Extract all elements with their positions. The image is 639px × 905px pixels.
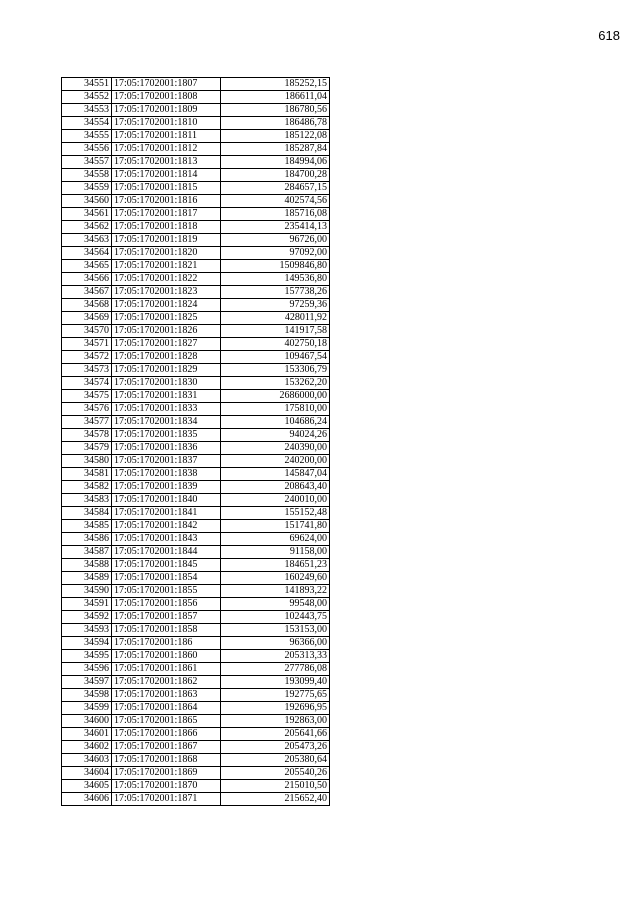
table-row <box>62 702 330 715</box>
amount-cell: 184700,28 <box>221 169 330 182</box>
amount-cell: 240200,00 <box>221 455 330 468</box>
cadastral-number-cell: 17:05:1702001:1841 <box>112 507 221 520</box>
table-row <box>62 117 330 130</box>
record-number-cell: 34600 <box>62 715 112 728</box>
table-row <box>62 507 330 520</box>
cadastral-number-cell: 17:05:1702001:1866 <box>112 728 221 741</box>
record-number-cell: 34602 <box>62 741 112 754</box>
cadastral-number-cell: 17:05:1702001:1840 <box>112 494 221 507</box>
record-number-cell: 34580 <box>62 455 112 468</box>
record-number-cell: 34572 <box>62 351 112 364</box>
cadastral-number-cell: 17:05:1702001:1861 <box>112 663 221 676</box>
table-row <box>62 559 330 572</box>
table-row <box>62 286 330 299</box>
cadastral-number-cell: 17:05:1702001:1838 <box>112 468 221 481</box>
amount-cell: 155152,48 <box>221 507 330 520</box>
record-number-cell: 34590 <box>62 585 112 598</box>
amount-cell: 205380,64 <box>221 754 330 767</box>
cadastral-number-cell: 17:05:1702001:1833 <box>112 403 221 416</box>
cadastral-number-cell: 17:05:1702001:1818 <box>112 221 221 234</box>
cadastral-number-cell: 17:05:1702001:1826 <box>112 325 221 338</box>
record-number-cell: 34573 <box>62 364 112 377</box>
amount-cell: 97092,00 <box>221 247 330 260</box>
table-row <box>62 598 330 611</box>
cadastral-number-cell: 17:05:1702001:1835 <box>112 429 221 442</box>
table-row <box>62 182 330 195</box>
record-number-cell: 34601 <box>62 728 112 741</box>
cadastral-number-cell: 17:05:1702001:1863 <box>112 689 221 702</box>
table-row <box>62 663 330 676</box>
amount-cell: 184651,23 <box>221 559 330 572</box>
amount-cell: 97259,36 <box>221 299 330 312</box>
cadastral-number-cell: 17:05:1702001:1869 <box>112 767 221 780</box>
amount-cell: 186780,56 <box>221 104 330 117</box>
table-row <box>62 689 330 702</box>
cadastral-number-cell: 17:05:1702001:1858 <box>112 624 221 637</box>
amount-cell: 205473,26 <box>221 741 330 754</box>
records-table <box>61 77 330 806</box>
table-row <box>62 468 330 481</box>
table-row <box>62 429 330 442</box>
amount-cell: 240390,00 <box>221 442 330 455</box>
table-row <box>62 416 330 429</box>
table-row <box>62 754 330 767</box>
cadastral-number-cell: 17:05:1702001:1860 <box>112 650 221 663</box>
amount-cell: 240010,00 <box>221 494 330 507</box>
table-row <box>62 91 330 104</box>
cadastral-number-cell: 17:05:1702001:1811 <box>112 130 221 143</box>
record-number-cell: 34560 <box>62 195 112 208</box>
record-number-cell: 34555 <box>62 130 112 143</box>
amount-cell: 94024,26 <box>221 429 330 442</box>
record-number-cell: 34594 <box>62 637 112 650</box>
table-row <box>62 455 330 468</box>
table-row <box>62 520 330 533</box>
record-number-cell: 34565 <box>62 260 112 273</box>
cadastral-number-cell: 17:05:1702001:1813 <box>112 156 221 169</box>
amount-cell: 149536,80 <box>221 273 330 286</box>
cadastral-number-cell: 17:05:1702001:1864 <box>112 702 221 715</box>
cadastral-number-cell: 17:05:1702001:1827 <box>112 338 221 351</box>
table-row <box>62 572 330 585</box>
cadastral-number-cell: 17:05:1702001:1865 <box>112 715 221 728</box>
cadastral-number-cell: 17:05:1702001:1823 <box>112 286 221 299</box>
amount-cell: 402750,18 <box>221 338 330 351</box>
amount-cell: 153306,79 <box>221 364 330 377</box>
cadastral-number-cell: 17:05:1702001:1814 <box>112 169 221 182</box>
cadastral-number-cell: 17:05:1702001:1817 <box>112 208 221 221</box>
record-number-cell: 34577 <box>62 416 112 429</box>
amount-cell: 235414,13 <box>221 221 330 234</box>
table-row <box>62 637 330 650</box>
cadastral-number-cell: 17:05:1702001:1828 <box>112 351 221 364</box>
amount-cell: 208643,40 <box>221 481 330 494</box>
amount-cell: 192696,95 <box>221 702 330 715</box>
cadastral-number-cell: 17:05:1702001:1830 <box>112 377 221 390</box>
table-row <box>62 741 330 754</box>
table-row <box>62 156 330 169</box>
amount-cell: 104686,24 <box>221 416 330 429</box>
table-row <box>62 585 330 598</box>
cadastral-number-cell: 17:05:1702001:1870 <box>112 780 221 793</box>
record-number-cell: 34553 <box>62 104 112 117</box>
table-row <box>62 481 330 494</box>
record-number-cell: 34575 <box>62 390 112 403</box>
record-number-cell: 34554 <box>62 117 112 130</box>
table-row <box>62 338 330 351</box>
amount-cell: 2686000,00 <box>221 390 330 403</box>
cadastral-number-cell: 17:05:1702001:1839 <box>112 481 221 494</box>
record-number-cell: 34593 <box>62 624 112 637</box>
cadastral-number-cell: 17:05:1702001:186 <box>112 637 221 650</box>
record-number-cell: 34562 <box>62 221 112 234</box>
record-number-cell: 34578 <box>62 429 112 442</box>
amount-cell: 102443,75 <box>221 611 330 624</box>
record-number-cell: 34588 <box>62 559 112 572</box>
table-row <box>62 390 330 403</box>
table-row <box>62 208 330 221</box>
record-number-cell: 34574 <box>62 377 112 390</box>
amount-cell: 96366,00 <box>221 637 330 650</box>
cadastral-number-cell: 17:05:1702001:1857 <box>112 611 221 624</box>
cadastral-number-cell: 17:05:1702001:1837 <box>112 455 221 468</box>
record-number-cell: 34579 <box>62 442 112 455</box>
table-row <box>62 299 330 312</box>
cadastral-number-cell: 17:05:1702001:1824 <box>112 299 221 312</box>
amount-cell: 175810,00 <box>221 403 330 416</box>
table-row <box>62 728 330 741</box>
cadastral-number-cell: 17:05:1702001:1842 <box>112 520 221 533</box>
record-number-cell: 34586 <box>62 533 112 546</box>
cadastral-number-cell: 17:05:1702001:1812 <box>112 143 221 156</box>
record-number-cell: 34571 <box>62 338 112 351</box>
cadastral-number-cell: 17:05:1702001:1845 <box>112 559 221 572</box>
table-row <box>62 624 330 637</box>
table-row <box>62 260 330 273</box>
amount-cell: 69624,00 <box>221 533 330 546</box>
amount-cell: 141917,58 <box>221 325 330 338</box>
cadastral-number-cell: 17:05:1702001:1816 <box>112 195 221 208</box>
record-number-cell: 34581 <box>62 468 112 481</box>
table-row <box>62 169 330 182</box>
amount-cell: 185252,15 <box>221 78 330 91</box>
amount-cell: 186486,78 <box>221 117 330 130</box>
amount-cell: 277786,08 <box>221 663 330 676</box>
record-number-cell: 34603 <box>62 754 112 767</box>
cadastral-number-cell: 17:05:1702001:1820 <box>112 247 221 260</box>
cadastral-number-cell: 17:05:1702001:1854 <box>112 572 221 585</box>
table-row <box>62 676 330 689</box>
record-number-cell: 34587 <box>62 546 112 559</box>
record-number-cell: 34569 <box>62 312 112 325</box>
cadastral-number-cell: 17:05:1702001:1809 <box>112 104 221 117</box>
record-number-cell: 34589 <box>62 572 112 585</box>
amount-cell: 153153,00 <box>221 624 330 637</box>
cadastral-number-cell: 17:05:1702001:1822 <box>112 273 221 286</box>
record-number-cell: 34576 <box>62 403 112 416</box>
amount-cell: 193099,40 <box>221 676 330 689</box>
record-number-cell: 34591 <box>62 598 112 611</box>
cadastral-number-cell: 17:05:1702001:1815 <box>112 182 221 195</box>
cadastral-number-cell: 17:05:1702001:1834 <box>112 416 221 429</box>
amount-cell: 157738,26 <box>221 286 330 299</box>
record-number-cell: 34564 <box>62 247 112 260</box>
table-row <box>62 494 330 507</box>
amount-cell: 192775,65 <box>221 689 330 702</box>
cadastral-number-cell: 17:05:1702001:1819 <box>112 234 221 247</box>
table-row <box>62 780 330 793</box>
cadastral-number-cell: 17:05:1702001:1843 <box>112 533 221 546</box>
cadastral-number-cell: 17:05:1702001:1807 <box>112 78 221 91</box>
amount-cell: 428011,92 <box>221 312 330 325</box>
record-number-cell: 34596 <box>62 663 112 676</box>
amount-cell: 184994,06 <box>221 156 330 169</box>
amount-cell: 185716,08 <box>221 208 330 221</box>
table-row <box>62 377 330 390</box>
record-number-cell: 34604 <box>62 767 112 780</box>
cadastral-number-cell: 17:05:1702001:1810 <box>112 117 221 130</box>
table-row <box>62 546 330 559</box>
amount-cell: 402574,56 <box>221 195 330 208</box>
table-row <box>62 351 330 364</box>
table-row <box>62 104 330 117</box>
table-row <box>62 78 330 91</box>
amount-cell: 153262,20 <box>221 377 330 390</box>
table-row <box>62 715 330 728</box>
amount-cell: 185287,84 <box>221 143 330 156</box>
record-number-cell: 34561 <box>62 208 112 221</box>
page-number: 618 <box>598 28 620 43</box>
records-table-body <box>62 78 330 806</box>
cadastral-number-cell: 17:05:1702001:1836 <box>112 442 221 455</box>
amount-cell: 185122,08 <box>221 130 330 143</box>
table-row <box>62 533 330 546</box>
table-row <box>62 130 330 143</box>
amount-cell: 1509846,80 <box>221 260 330 273</box>
table-row <box>62 273 330 286</box>
cadastral-number-cell: 17:05:1702001:1867 <box>112 741 221 754</box>
amount-cell: 192863,00 <box>221 715 330 728</box>
amount-cell: 99548,00 <box>221 598 330 611</box>
cadastral-number-cell: 17:05:1702001:1856 <box>112 598 221 611</box>
amount-cell: 109467,54 <box>221 351 330 364</box>
record-number-cell: 34566 <box>62 273 112 286</box>
table-row <box>62 611 330 624</box>
record-number-cell: 34551 <box>62 78 112 91</box>
table-row <box>62 364 330 377</box>
amount-cell: 205641,66 <box>221 728 330 741</box>
amount-cell: 160249,60 <box>221 572 330 585</box>
amount-cell: 215652,40 <box>221 793 330 806</box>
table-row <box>62 195 330 208</box>
record-number-cell: 34558 <box>62 169 112 182</box>
table-row <box>62 221 330 234</box>
amount-cell: 141893,22 <box>221 585 330 598</box>
record-number-cell: 34584 <box>62 507 112 520</box>
amount-cell: 205540,26 <box>221 767 330 780</box>
record-number-cell: 34597 <box>62 676 112 689</box>
amount-cell: 145847,04 <box>221 468 330 481</box>
record-number-cell: 34552 <box>62 91 112 104</box>
cadastral-number-cell: 17:05:1702001:1821 <box>112 260 221 273</box>
amount-cell: 215010,50 <box>221 780 330 793</box>
record-number-cell: 34557 <box>62 156 112 169</box>
cadastral-number-cell: 17:05:1702001:1825 <box>112 312 221 325</box>
record-number-cell: 34563 <box>62 234 112 247</box>
record-number-cell: 34592 <box>62 611 112 624</box>
cadastral-number-cell: 17:05:1702001:1855 <box>112 585 221 598</box>
amount-cell: 96726,00 <box>221 234 330 247</box>
cadastral-number-cell: 17:05:1702001:1829 <box>112 364 221 377</box>
table-row <box>62 403 330 416</box>
record-number-cell: 34556 <box>62 143 112 156</box>
cadastral-number-cell: 17:05:1702001:1808 <box>112 91 221 104</box>
record-number-cell: 34595 <box>62 650 112 663</box>
record-number-cell: 34570 <box>62 325 112 338</box>
cadastral-number-cell: 17:05:1702001:1871 <box>112 793 221 806</box>
cadastral-number-cell: 17:05:1702001:1831 <box>112 390 221 403</box>
record-number-cell: 34599 <box>62 702 112 715</box>
record-number-cell: 34559 <box>62 182 112 195</box>
record-number-cell: 34567 <box>62 286 112 299</box>
amount-cell: 151741,80 <box>221 520 330 533</box>
table-row <box>62 325 330 338</box>
table-row <box>62 793 330 806</box>
amount-cell: 205313,33 <box>221 650 330 663</box>
record-number-cell: 34605 <box>62 780 112 793</box>
table-row <box>62 234 330 247</box>
table-row <box>62 247 330 260</box>
cadastral-number-cell: 17:05:1702001:1844 <box>112 546 221 559</box>
record-number-cell: 34598 <box>62 689 112 702</box>
record-number-cell: 34585 <box>62 520 112 533</box>
amount-cell: 91158,00 <box>221 546 330 559</box>
table-row <box>62 312 330 325</box>
table-row <box>62 143 330 156</box>
table-row <box>62 650 330 663</box>
record-number-cell: 34606 <box>62 793 112 806</box>
cadastral-number-cell: 17:05:1702001:1868 <box>112 754 221 767</box>
table-row <box>62 767 330 780</box>
amount-cell: 186611,04 <box>221 91 330 104</box>
record-number-cell: 34582 <box>62 481 112 494</box>
amount-cell: 284657,15 <box>221 182 330 195</box>
cadastral-number-cell: 17:05:1702001:1862 <box>112 676 221 689</box>
record-number-cell: 34583 <box>62 494 112 507</box>
record-number-cell: 34568 <box>62 299 112 312</box>
table-row <box>62 442 330 455</box>
